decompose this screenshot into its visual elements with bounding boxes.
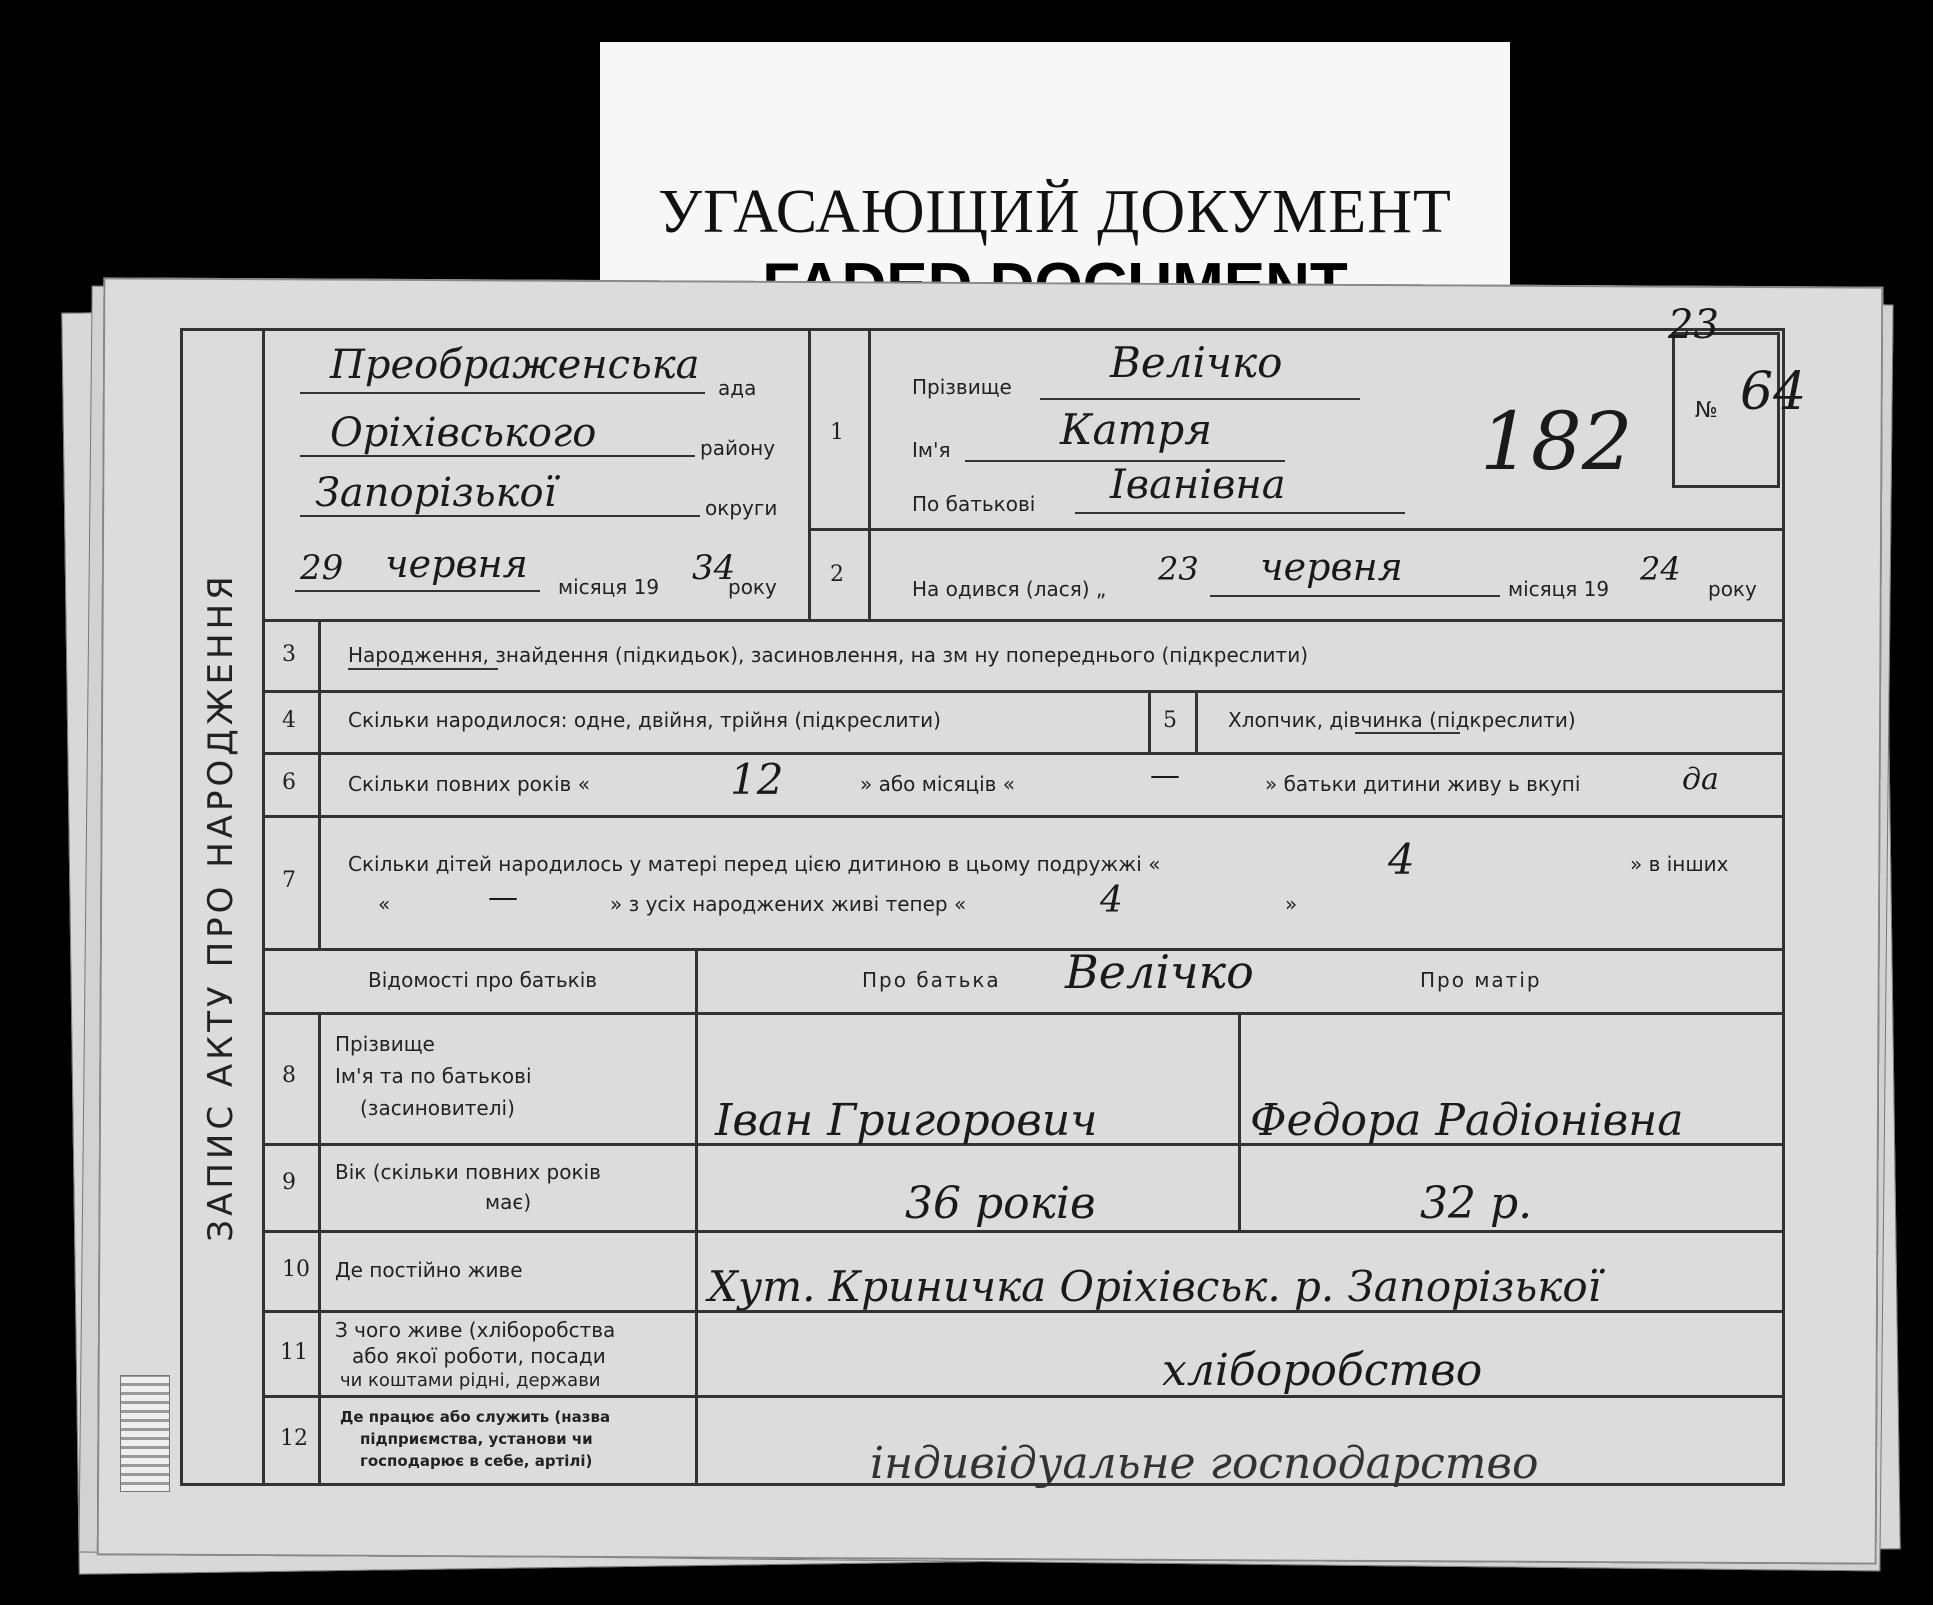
row-number: 6: [282, 770, 296, 795]
registry-region-suffix: округи: [705, 496, 778, 520]
act-number-value: 64: [1740, 362, 1807, 422]
underline: [300, 455, 695, 457]
birth-day-value: 23: [1158, 550, 1199, 588]
underline: [1075, 512, 1405, 514]
record-number-value: 182: [1480, 395, 1633, 488]
registry-village-value: Преображенська: [330, 342, 700, 388]
child-surname-value: Велічко: [1110, 338, 1283, 387]
livelihood-label-3: чи коштами рідні, держави: [340, 1370, 601, 1391]
registration-year-label: року: [728, 575, 777, 599]
age-label-suffix: має): [485, 1190, 532, 1214]
grid-line: [265, 690, 1782, 693]
age-label: Вік (скільки повних років: [335, 1160, 601, 1184]
row-number: 7: [282, 868, 296, 893]
other-marriages-text: » в інших: [1630, 852, 1729, 876]
grid-line: [265, 619, 1782, 622]
registration-month-label: місяця 19: [558, 575, 660, 599]
mother-age-value: 32 р.: [1420, 1178, 1533, 1229]
patronymic-label: По батькові: [912, 492, 1036, 516]
workplace-label-2: підприємства, установи чи: [360, 1430, 593, 1448]
sex-text: Хлопчик, дівчинка (підкреслити): [1228, 708, 1576, 732]
row-number: 9: [282, 1170, 296, 1195]
marriage-months-value: —: [1150, 758, 1180, 793]
grid-line: [868, 331, 871, 619]
registration-month-value: червня: [385, 542, 528, 586]
grid-line: [868, 528, 1782, 531]
registry-village-suffix: ада: [718, 376, 757, 400]
number-sign: №: [1695, 398, 1718, 423]
registry-region-value: Запорізької: [315, 470, 557, 516]
birth-year-label: року: [1708, 577, 1757, 601]
workplace-value: індивідуальне господарство: [870, 1438, 1539, 1489]
livelihood-value: хліборобство: [1162, 1345, 1483, 1396]
mother-column-header: Про матір: [1420, 968, 1542, 992]
born-label: На одився (лася) „: [912, 577, 1107, 601]
surname-label: Прізвище: [912, 375, 1012, 399]
grid-line: [808, 331, 811, 619]
underline: [300, 392, 705, 394]
grid-line: [318, 1015, 321, 1483]
father-age-value: 36 років: [905, 1178, 1096, 1229]
prior-children-text: Скільки дітей народилось у матері перед цією дитиною в цьому подружжі «: [348, 852, 1161, 876]
underline: [348, 668, 498, 670]
birth-year-value: 24: [1640, 550, 1681, 588]
underline: [1210, 595, 1500, 597]
residence-label: Де постійно живе: [335, 1258, 523, 1282]
grid-line: [1238, 1012, 1241, 1230]
grid-line: [265, 1395, 1782, 1398]
marriage-years-text: Скільки повних років «: [348, 772, 590, 796]
binding-strip: [120, 1375, 170, 1492]
grid-line: [1195, 690, 1198, 753]
child-name-value: Катря: [1060, 405, 1213, 454]
faded-label-russian: УГАСАЮЩИЙ ДОКУМЕНТ: [658, 178, 1452, 246]
marriage-months-text: » або місяців «: [860, 772, 1015, 796]
living-together-text: » батьки дитини живу ь вкупі: [1265, 772, 1581, 796]
form-title-vertical: [180, 328, 265, 1486]
registration-year-value: 34: [692, 548, 736, 588]
row-number: 5: [1163, 708, 1177, 733]
grid-line: [318, 619, 321, 949]
grid-line: [265, 1012, 1782, 1015]
grid-line: [265, 752, 1782, 755]
livelihood-label-2: або якої роботи, посади: [352, 1344, 606, 1368]
mother-name-value: Федора Радіонівна: [1250, 1095, 1684, 1146]
corner-top-value: 23: [1668, 302, 1719, 348]
underline: [295, 590, 540, 592]
adoptive-label: (засиновителі): [360, 1096, 515, 1120]
parent-name-label: Ім'я та по батькові: [335, 1064, 532, 1088]
workplace-label-3: господарює в себе, артілі): [360, 1452, 593, 1470]
faded-document-label: [600, 42, 1510, 290]
prior-children-marriage-value: 4: [1388, 835, 1415, 884]
row-number: 12: [280, 1426, 308, 1451]
other-marriages-value: —: [488, 880, 518, 915]
parents-info-header: Відомості про батьків: [368, 968, 598, 992]
row-number: 2: [830, 562, 844, 587]
parent-surname-label: Прізвище: [335, 1032, 435, 1056]
marriage-years-value: 12: [730, 755, 784, 804]
underline: [300, 515, 700, 517]
child-patronymic-value: Іванівна: [1110, 462, 1286, 508]
father-surname-value: Велічко: [1065, 945, 1254, 999]
living-together-value: да: [1682, 762, 1719, 797]
form-title: ЗАПИС АКТУ ПРО НАРОДЖЕННЯ: [201, 572, 241, 1242]
grid-line: [265, 1230, 1782, 1233]
alive-now-value: 4: [1100, 880, 1123, 921]
alive-now-text: » з усіх народжених живі тепер «: [610, 892, 967, 916]
livelihood-label: З чого живе (хліборобства: [335, 1318, 616, 1342]
row-number: 3: [282, 642, 296, 667]
grid-line: [265, 815, 1782, 818]
grid-line: [695, 948, 698, 1485]
underline: [1355, 732, 1460, 734]
name-label: Ім'я: [912, 438, 951, 462]
father-name-value: Іван Григорович: [715, 1095, 1098, 1146]
registry-district-suffix: району: [700, 436, 776, 460]
grid-line: [265, 948, 1782, 951]
event-type-text: Народження, знайдення (підкидьок), засиновлення, на зм ну попереднього (підкреслити): [348, 643, 1309, 667]
registration-day-value: 29: [300, 548, 344, 588]
row-number: 8: [282, 1063, 296, 1088]
row-number: 4: [282, 708, 296, 733]
row-number: 10: [282, 1257, 310, 1282]
birth-month-label: місяця 19: [1508, 577, 1610, 601]
alive-close-quote: »: [1285, 892, 1298, 916]
underline: [1040, 398, 1360, 400]
residence-value: Хут. Криничка Оріхівськ. р. Запорізької: [708, 1262, 1602, 1311]
multiplicity-text: Скільки народилося: одне, двійня, трійня (підкреслити): [348, 708, 941, 732]
father-column-header: Про батька: [862, 968, 1001, 992]
row-number: 1: [830, 420, 844, 445]
row-number: 11: [280, 1340, 308, 1365]
other-open-quote: «: [378, 892, 391, 916]
birth-month-value: червня: [1260, 545, 1403, 589]
grid-line: [808, 528, 871, 531]
grid-line: [1148, 690, 1151, 753]
workplace-label: Де працює або служить (назва: [340, 1408, 611, 1426]
registry-district-value: Оріхівського: [330, 410, 597, 456]
